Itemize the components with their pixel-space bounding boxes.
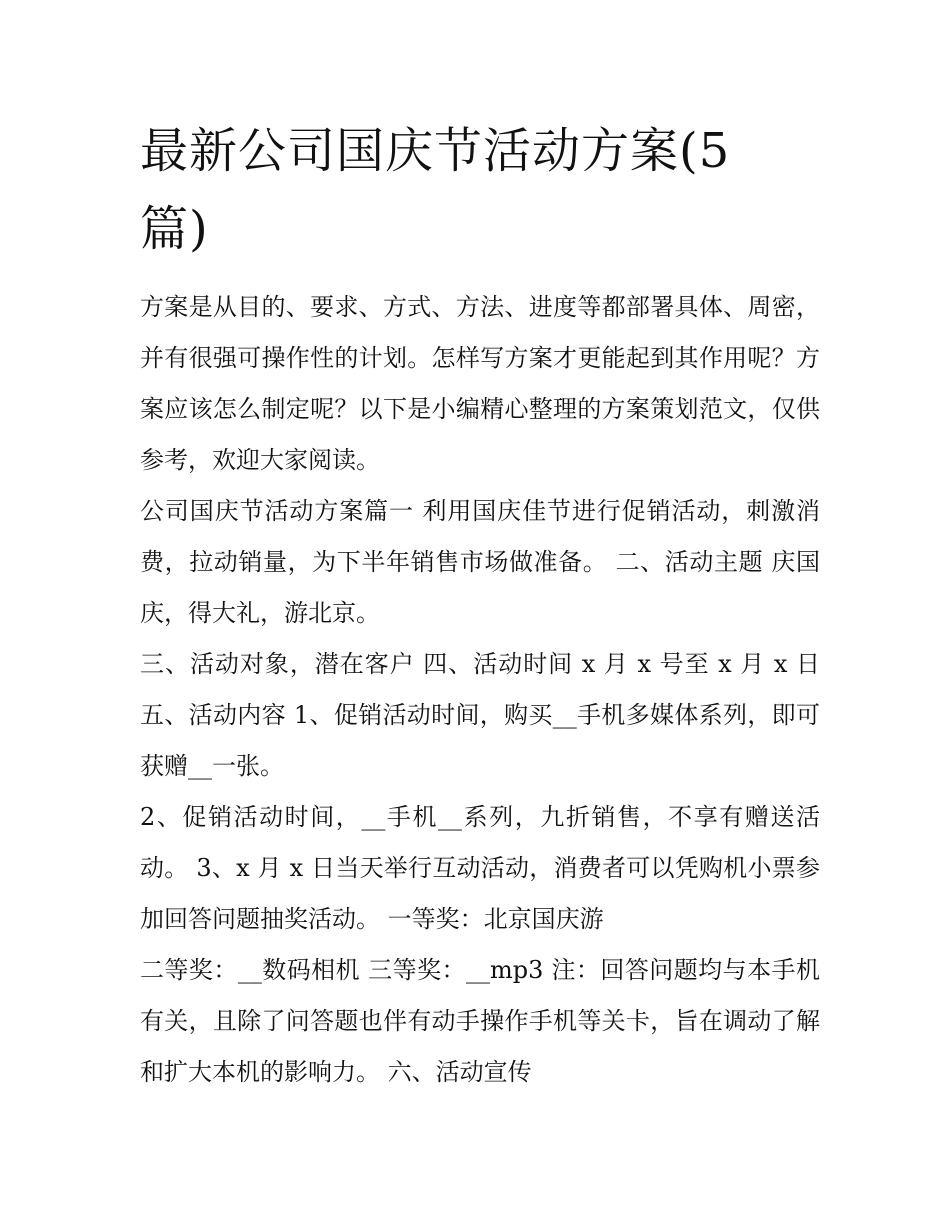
document-body — [140, 282, 820, 1098]
paragraph-section-4: 二等奖：__数码相机 三等奖：__mp3 注：回答问题均与本手机有关，且除了问答题也伴有动手操作手机等关卡，旨在调动了解和扩大本机的影响力。 六、活动宣传 — [140, 956, 820, 1086]
paragraph-section-1: 公司国庆节活动方案篇一 利用国庆佳节进行促销活动，刺激消费，拉动销量，为下半年销售市场做准备。 二、活动主题 庆国庆，得大礼，游北京。 — [140, 497, 820, 627]
paragraph-intro: 方案是从目的、要求、方式、方法、进度等都部署具体、周密，并有很强可操作性的计划。怎样写方案才更能起到其作用呢？方案应该怎么制定呢？以下是小编精心整理的方案策划范文，仅供参考，欢迎大家阅读。 — [140, 293, 820, 474]
title-line-1: 最新公司国庆节活动方案(5 — [140, 123, 731, 179]
title-line-2: 篇) — [140, 201, 209, 257]
paragraph-section-2: 三、活动对象，潜在客户 四、活动时间 x 月 x 号至 x 月 x 日 五、活动内容 1、促销活动时间，购买__手机多媒体系列，即可获赠__一张。 — [140, 650, 820, 780]
document-title — [140, 112, 780, 268]
paragraph-section-3: 2、促销活动时间，__手机__系列，九折销售，不享有赠送活动。 3、x 月 x 日当天举行互动活动，消费者可以凭购机小票参加回答问题抽奖活动。 一等奖：北京国庆游 — [140, 803, 820, 933]
